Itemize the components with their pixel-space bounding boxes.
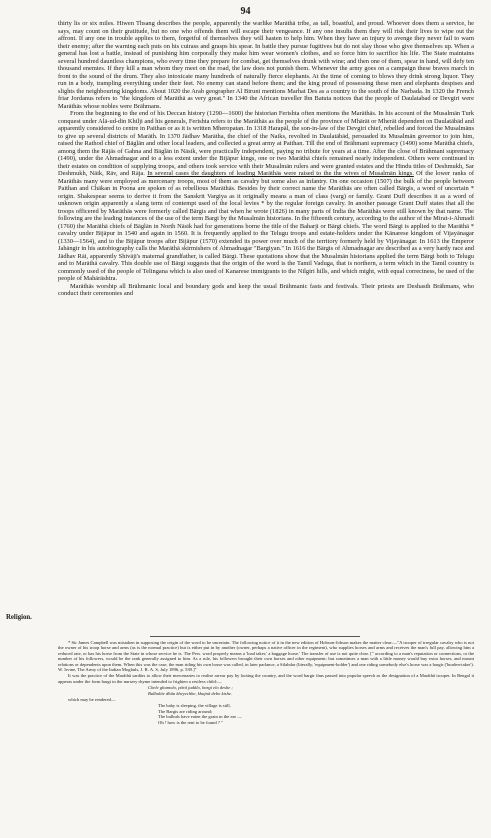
paragraph-religion: Marāthās worship all Brāhmanic local and boundary gods and keep the usual Brāhmanic fasts and festivals. Their priests are Deshasth Brāhmans, who conduct their ceremonies and: [58, 282, 474, 297]
margin-note-religion: Religion.: [6, 614, 32, 621]
paragraph-ferishta-continued: Of the lower ranks of Marāthās many were employed as mercenary troops, most of them as cavalry but some also as infantry. On one occasion (1507) the bulk of the people between Paithan and Chākan in Poona are spoken of as rebellious Marāthās. Besides by their correct name the Marāthās are often called Bārgis, a word of uncertain * origin. Shakespear seems to derive it from the Sanskrit Vargiya as it originally means a man of class (varg) or family. Grant Duff describes it as a word of unknown origin apparently a slang term of contempt used of the local levies * by the regular foreign cavalry. In another passage Grant Duff states that all the troops officered by Marāthās were formerly called Bārgis and that when he wrote (1826) in many parts of India the Marāthās were still known by that name. The following are the leading instances of the use of the term Bargi by the Musalmān historians. In the fifteenth century, according to the author of the Mirat-i-Ahmadi (1760) the Marāthā chiefs of Bāglān in North Nāsik had for generations borne the title of the Baharji or Bārgi chiefs. The word Bārgi is applied to the Marāthā * cavalry under Bijāpur in 1540 and again in 1560. It is frequently applied to the Telugu troops and estate-holders under the Kānarese kingdom of Vijayānagar (1330—1564), and to the Bijāpur troops after Bijāpur (1570) extended its power over much of the territory formerly held by Vijayānagar. In 1613 the Emperor Jahāngir in his autobiography calls the Marāthā skirmishers of Ahmadnagar "Bargiyan." In 1616 the Bārgis of Ahmadnagar are described as a very hardy race and Jādhav Rāi, apparently Shivāji's maternal grandfather, is called Bārgi. These quotations show that the Musalmān historians applied the term Bārgi both to Telugu and to Marāthā cavalry. This double use of Bārgi suggests that the origin of the word is the Tamil Vaduga, that is northern, a term which in the Tamil country is commonly used of the people of Telingana which is also used of Kanarese immigrants to the Nilgiri hills, and which might, with equal correctness, be used of the people of Mahārāshtra.: [58, 170, 474, 282]
english-verse-line: Oh ! how is the rent to be found ? ": [158, 719, 223, 725]
main-text: [58, 20, 474, 298]
english-verse-line: The Bargis are riding around;: [158, 708, 213, 714]
footnote-rendered: which may be rendered—: [68, 697, 116, 703]
footnote-bargi: * Sir James Campbell was mistaken in supposing the origin of the word to be uncertain. The following notice of it in the new edition of Hobson-Jobson makes the matter clear:—"A trooper of irregular cavalry who is not the owner of his troop horse and arms (as is the normal practice) but is either put in by another (owner, perhaps a native officer in the regiment), who supplies horses and arms and receives the man's full pay, allowing him a reduced rate, or has his horse from the State in whose service he is. The Pers. word properly means a 'load taker,' a baggage horse.' The transfer of use is not quite clear. [" according to a man's reputation or connections, or the number of his followers, would be the rank generally assigned to him. As a rule, his followers brought their own horses and other equipment; but sometimes a man with a little money would buy extra horses, and mount relations or dependents upon them. When this was the case, the man riding his own horse was called, in later parlance, a Silahdar (literally, 'equipment-holder') and one riding somebody else's horse was a bargir ('burden-taker'). W. Irvine, The Army of the Indian Moghuls, J. R. A. S, July 1896, p. 539.]": [58, 640, 474, 673]
footnote-divider: [150, 636, 360, 637]
paragraph-ferishta: [58, 110, 474, 283]
english-verse-line: The bulbuls have eaten the grain in the ear —: [158, 714, 242, 720]
highlighted-sentence: In several cases the daughters of leading Marāthās were raised to the the wives of Musalmān kings.: [147, 170, 414, 177]
page-number: 94: [240, 6, 251, 17]
paragraph-hiwen-thsang: thirty lis or six miles. Hiwen Thsang describes the people, apparently the warlike Marāthā tribe, as tall, boastful, and proud. Whoever does them a service, he says, may count on their gratitude, but no one who offends them will escape their vengeance. If any one insults them they will risk their lives to wipe out the affront. If any one in trouble applies to them, forgetful of themselves they will hasten to help him. When they have an injury to avenge they never fail to warn their enemy; after the warning each puts on his cuirass and grasps his spear. In battle they pursue fugitives but do not slay those who give themselves up. When a general has lost a battle, instead of punishing him corporally they make him wear women's clothes, and so force him to sacrifice his life. The State maintains several hundred dauntless champions, who every time they prepare for combat, get themselves drunk with wine; and then one of them, spear in hand, will defy ten thousand enemies. If they kill a man whom they meet on the road, the law does not punish them. Whenever the army goes on a campaign these braves march in front to the sound of the drum. They also intoxicate many hundreds of naturally fierce elephants. At the time of coming to blows they drink strong liquor. They run in a body, trampling everything under their feet. No enemy can stand before them; and the king proud of possessing these men and elephants despises and slights the neighbouring kingdoms. About 1020 the Arab geographer Al Biruni mentions Marhat Des as a country to the south of the Narbada. In 1320 the French friar Jordanus refers to "the kingdom of Marāthā as very great." In 1340 the African traveller Ibn Batuta notices that the people of Daulatabad or Devgiri were Marāthās whose nobles were Brāhmans.: [58, 20, 474, 110]
footnote-marathas: It was the practice of the Marāthā sardārs to allow their mercenaries to realise arrear pay by looting the country, and the word bargir thus passed into popular speech as the designation of a Marāthā trooper. In Bengal it appears under the form bargi in the nursery rhyme intended to frighten a restless child:—: [58, 673, 474, 684]
bengali-verse: [148, 685, 474, 696]
bengali-verse-line: Chele ghumolo, pārā judālo, bargi elo deshe ;: [148, 685, 233, 691]
paragraph-ferishta-text: From the beginning to the end of his Deccan history (1290—1600) the historian Ferishta often mentions the Marāthās. In his account of the Musalmān Turk conquest under Alā-ud-din Khilji and his generals, Ferishta refers to the Marāthās as the people of the province of Mhārāt or Mherāt dependent on Daulatābād and apparently considered to centre in Paithan or as it is written Mheropatan. In 1318 Harapāl, the son-in-law of the Devgiri chief, rebelled and forced the Musalmāns to give up several districts of Marāth. In 1370 Jādhav Marātha, the chief of the Naiks, revolted in Daulatābād, persuaded its Musalmān governor to join him, raised the Rathod chief of Bāglān and other local leaders, and collected a great army at Paithan. Till the end of Brāhmani supremacy (1490) some Marāthā chiefs, among them the Rājās of Gahna and Bāglān in Nāsik, were practically independent, paying no tribute for years at a time. After the close of Brāhmani supremacy (1490), under the Ahmadnagar and to a less extent under the Bijāpur kings, one or two Marāthā chiefs remained nearly independent. Others were continued in their estates on condition of supplying troops, and others took service with their Musalmān rulers and were granted estates and the Hindu titles of Deshmukh, Sar Deshmukh, Nāik, Rāv, and Rāja.: [58, 110, 474, 177]
english-verse-line: The baby is sleeping, the village is still,: [158, 703, 231, 709]
bengali-verse-line: Bulbulite dhān kheyechhe, khajnā debo kishe.: [148, 690, 233, 696]
english-verse: [158, 703, 474, 725]
footnotes: [58, 640, 474, 726]
